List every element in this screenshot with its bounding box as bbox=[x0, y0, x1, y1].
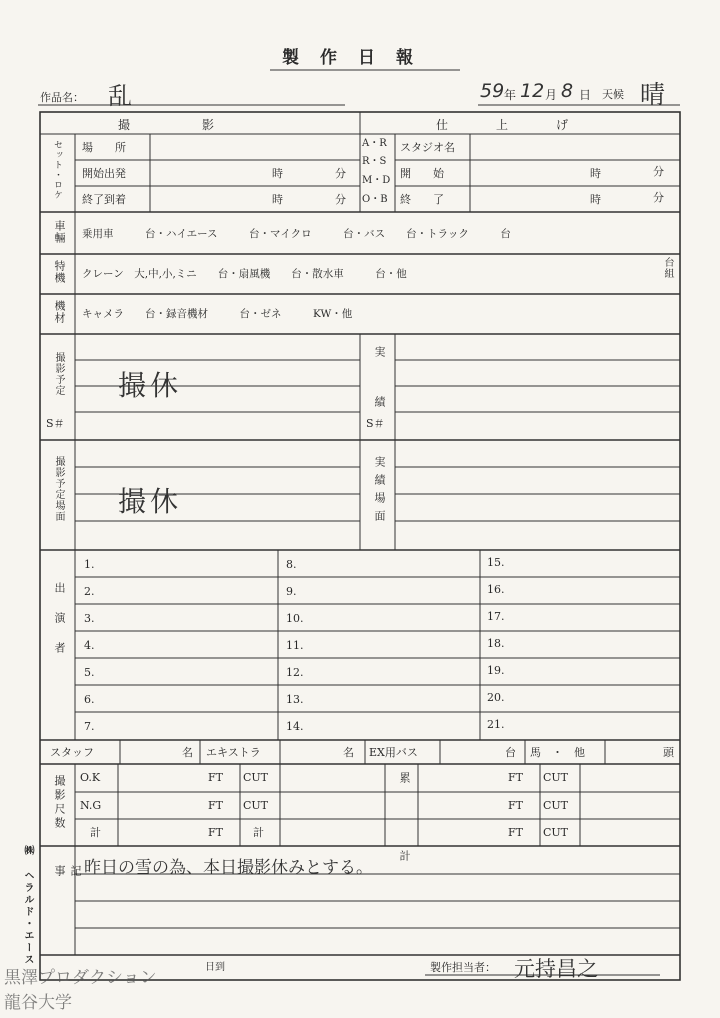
manager-value: 元持昌之 bbox=[514, 957, 598, 981]
hour-label-2: 時 bbox=[272, 193, 283, 206]
cast-item: 15. bbox=[487, 556, 505, 569]
plan-label: 撮影予定 bbox=[53, 352, 64, 396]
plan-result-s: S＃ bbox=[366, 417, 385, 430]
date-day: 8 bbox=[561, 80, 574, 102]
ft-label: FT bbox=[508, 799, 523, 812]
plan-scene-label: 撮影予定場面 bbox=[53, 456, 64, 522]
cast-item: 9. bbox=[286, 585, 297, 598]
cast-item: 5. bbox=[84, 666, 95, 679]
cast-item: 20. bbox=[487, 691, 505, 704]
ng-label: N.G bbox=[80, 799, 102, 812]
cast-item: 14. bbox=[286, 720, 304, 733]
year-unit: 年 bbox=[504, 88, 517, 102]
received-label: 日到 bbox=[205, 962, 225, 973]
plan-s-label: S＃ bbox=[46, 417, 65, 430]
horse-unit: 頭 bbox=[663, 746, 674, 759]
month-unit: 月 bbox=[545, 88, 558, 102]
set-loc-label: セット・ロケ bbox=[52, 140, 62, 200]
date-year: 59 bbox=[480, 80, 505, 102]
ok-label: O.K bbox=[80, 771, 101, 784]
cut-label: CUT bbox=[543, 771, 569, 784]
cast-item: 16. bbox=[487, 583, 505, 596]
plan-result-label: 実 績 bbox=[373, 346, 386, 421]
staff-count-unit: 名 bbox=[182, 746, 193, 759]
minute-label-3: 分 bbox=[653, 165, 664, 178]
company-label: ㈱ ヘラルド・エース bbox=[22, 845, 33, 966]
rs-label: R・S bbox=[362, 156, 387, 167]
cut-label: CUT bbox=[543, 826, 569, 839]
manager-label: 製作担当者： bbox=[430, 961, 496, 974]
cut-label: CUT bbox=[243, 771, 269, 784]
ft-label: FT bbox=[208, 799, 223, 812]
minute-label-1: 分 bbox=[335, 167, 346, 180]
cast-item: 21. bbox=[487, 718, 505, 731]
staff-label: スタッフ bbox=[50, 746, 94, 759]
section-finish: 仕 上 げ bbox=[436, 118, 569, 132]
md-label: M・D bbox=[362, 175, 391, 186]
day-unit: 日 bbox=[579, 88, 592, 102]
title-label: 作品名： bbox=[40, 91, 84, 104]
vehicles-text: 乗用車 台・ハイエース 台・マイクロ 台・バス 台・トラック 台 bbox=[82, 228, 511, 240]
footage-label: 撮影尺数 bbox=[53, 775, 66, 831]
minute-label-4: 分 bbox=[653, 191, 664, 204]
cast-item: 18. bbox=[487, 637, 505, 650]
location-label: 場 所 bbox=[82, 141, 126, 154]
weather-label: 天候 bbox=[602, 88, 624, 101]
weather-value: 晴 bbox=[640, 80, 666, 109]
ob-label: O・B bbox=[362, 194, 388, 205]
archive-watermark-line1: 黒澤プロダクション bbox=[4, 968, 157, 988]
sum-label: 計 bbox=[90, 826, 101, 839]
cast-item: 12. bbox=[286, 666, 304, 679]
section-shoot: 撮 影 bbox=[118, 118, 215, 132]
cast-label: 出 演 者 bbox=[53, 582, 66, 657]
vehicles-label: 車輛 bbox=[53, 220, 66, 244]
equipment-text: キャメラ 台・録音機材 台・ゼネ KW・他 bbox=[82, 308, 353, 320]
hour-label-4: 時 bbox=[590, 193, 601, 206]
start-label: 開始出発 bbox=[82, 167, 126, 180]
cast-item: 4. bbox=[84, 639, 95, 652]
archive-watermark-line2: 龍谷大学 bbox=[4, 993, 72, 1013]
cast-item: 6. bbox=[84, 693, 95, 706]
hour-label-3: 時 bbox=[590, 167, 601, 180]
start2-label: 開 始 bbox=[400, 167, 444, 180]
studio-label: スタジオ名 bbox=[400, 141, 455, 154]
cast-item: 10. bbox=[286, 612, 304, 625]
ex-bus-label: EX用バス bbox=[369, 746, 418, 759]
cut-label: CUT bbox=[543, 799, 569, 812]
cast-item: 11. bbox=[286, 639, 304, 652]
extra-count-unit: 名 bbox=[343, 746, 354, 759]
plan-note: 撮休 bbox=[118, 369, 183, 402]
bus-unit: 台 bbox=[505, 746, 516, 759]
minute-label-2: 分 bbox=[335, 193, 346, 206]
form-title: 製 作 日 報 bbox=[282, 48, 415, 68]
special-text: クレーン 大,中,小,ミニ 台・扇風機 台・散水車 台・他 bbox=[82, 268, 407, 280]
remarks-text: 昨日の雪の為、本日撮影休みとする。 bbox=[84, 858, 373, 878]
equipment-label: 機材 bbox=[53, 300, 66, 324]
cast-item: 2. bbox=[84, 585, 95, 598]
cast-item: 7. bbox=[84, 720, 95, 733]
ar-label: A・R bbox=[362, 138, 387, 149]
plan-scene-note: 撮休 bbox=[118, 485, 183, 518]
title-value: 乱 bbox=[108, 82, 132, 110]
ft-label: FT bbox=[508, 771, 523, 784]
cut-sum-label: 計 bbox=[253, 826, 264, 839]
cast-item: 1. bbox=[84, 558, 95, 571]
cast-item: 17. bbox=[487, 610, 505, 623]
ft-label: FT bbox=[208, 771, 223, 784]
cast-item: 3. bbox=[84, 612, 95, 625]
hour-label-1: 時 bbox=[272, 167, 283, 180]
end-label: 終了到着 bbox=[82, 193, 126, 206]
cast-item: 13. bbox=[286, 693, 304, 706]
special-unit: 台組 bbox=[662, 257, 673, 279]
ft-label: FT bbox=[508, 826, 523, 839]
extra-label: エキストラ bbox=[206, 746, 261, 759]
cast-item: 19. bbox=[487, 664, 505, 677]
cut-label: CUT bbox=[243, 799, 269, 812]
horse-label: 馬 ・ 他 bbox=[530, 746, 585, 759]
cast-item: 8. bbox=[286, 558, 297, 571]
date-month: 12 bbox=[520, 80, 545, 102]
end2-label: 終 了 bbox=[400, 193, 444, 206]
plan-scene-result-label: 実績場面 bbox=[373, 456, 386, 528]
remarks-label: 記 事 bbox=[53, 865, 82, 975]
ft-label: FT bbox=[208, 826, 223, 839]
total-label: 累 計 bbox=[398, 772, 411, 889]
special-label: 特機 bbox=[53, 260, 66, 284]
